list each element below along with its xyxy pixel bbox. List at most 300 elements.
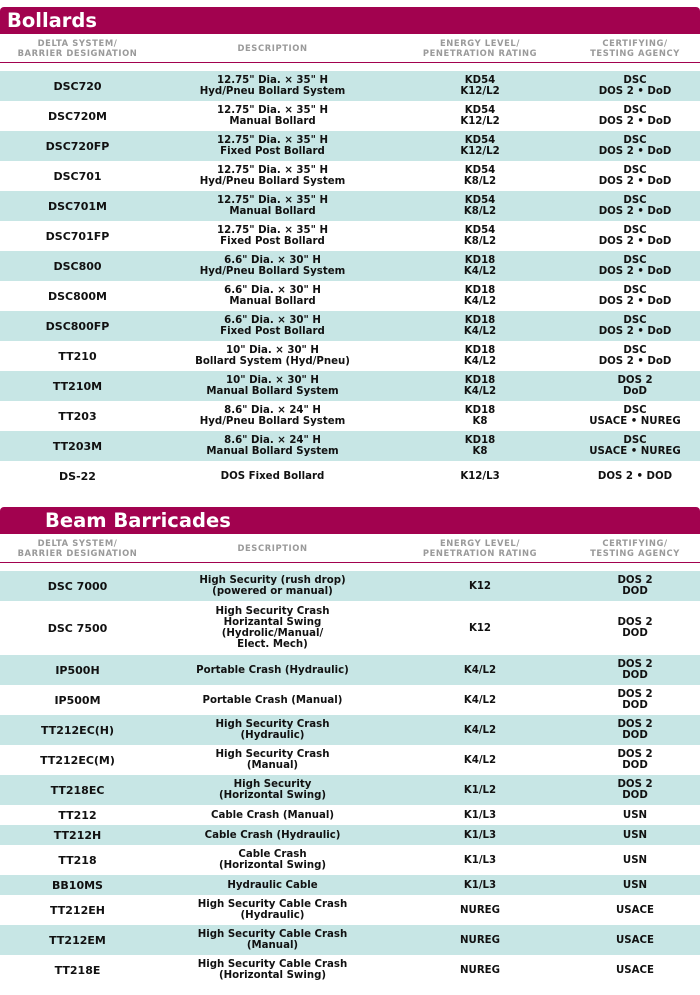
header-energy [390, 38, 570, 58]
energy-level-cell-line: K1/L3 [463, 854, 497, 866]
energy-level-cell-line: K4/L2 [463, 754, 497, 766]
description-cell [155, 315, 390, 337]
description-cell-line: Fixed Post Bollard [220, 236, 325, 247]
designation-cell: TT212EM [49, 933, 106, 947]
description-cell-line: Hydraulic Cable [227, 879, 318, 891]
energy-level-cell-line: K1/L3 [463, 829, 497, 841]
description-cell [155, 165, 390, 187]
table-row [0, 401, 700, 431]
table-row [0, 221, 700, 251]
description-cell-line: High Security Cable Crash [197, 899, 348, 910]
agency-cell [570, 935, 700, 946]
agency-cell-line: DSC [623, 345, 647, 356]
agency-cell-line: USN [622, 829, 648, 841]
header-agency-line1: CERTIFYING/ [602, 538, 668, 548]
header-agency [570, 38, 700, 58]
agency-cell-line: USACE [616, 934, 654, 946]
energy-level-cell-line: K4/L2 [463, 386, 497, 397]
header-designation-line2: BARRIER DESIGNATION [17, 48, 138, 58]
table-row [0, 281, 700, 311]
table-row [0, 341, 700, 371]
energy-level-cell-line: K8/L2 [463, 176, 497, 187]
description-cell [155, 695, 390, 706]
agency-cell [570, 471, 700, 482]
energy-level-cell [390, 695, 570, 706]
description-cell-line: Manual Bollard [229, 206, 316, 217]
agency-cell-line: DSC [623, 405, 647, 416]
agency-cell [570, 105, 700, 127]
agency-cell-line: DOS 2 [617, 779, 653, 790]
agency-cell-line: USACE • NUREG [589, 446, 681, 457]
header-designation-line1: DELTA SYSTEM/ [37, 38, 118, 48]
table-row [0, 131, 700, 161]
description-cell [155, 830, 390, 841]
agency-cell [570, 375, 700, 397]
description-cell [155, 345, 390, 367]
agency-cell-line: DOD [622, 790, 648, 801]
table-row [0, 805, 700, 825]
designation-cell: TT210 [58, 349, 97, 363]
energy-level-cell-line: K12/L2 [460, 146, 500, 157]
description-cell [155, 719, 390, 741]
description-cell [155, 255, 390, 277]
description-cell-line: Fixed Post Bollard [220, 146, 325, 157]
energy-level-cell-line: K12/L2 [460, 116, 500, 127]
table-row [0, 371, 700, 401]
description-cell-line: (Horizontal Swing) [218, 860, 327, 871]
table-row [0, 311, 700, 341]
description-cell [155, 471, 390, 482]
agency-cell-line: DSC [623, 315, 647, 326]
designation-cell: DSC800M [47, 289, 108, 303]
energy-level-cell [390, 405, 570, 427]
description-cell [155, 225, 390, 247]
description-cell [155, 75, 390, 97]
agency-cell-line: DSC [623, 435, 647, 446]
designation-cell: DSC800FP [45, 319, 110, 333]
agency-cell-line: DOS 2 [617, 375, 653, 386]
agency-cell-line: USACE [616, 964, 654, 976]
table-row [0, 845, 700, 875]
energy-level-cell [390, 810, 570, 821]
energy-level-cell [390, 345, 570, 367]
energy-level-cell-line: K1/L2 [463, 784, 497, 796]
agency-cell [570, 905, 700, 916]
energy-level-cell-line: KD54 [464, 105, 496, 116]
energy-level-cell-line: KD54 [464, 75, 496, 86]
energy-level-cell-line: K8/L2 [463, 206, 497, 217]
description-cell-line: High Security Crash [215, 719, 330, 730]
designation-cell: TT203 [58, 409, 97, 423]
agency-cell-line: DOS 2 • DoD [598, 146, 672, 157]
header-designation-line2: BARRIER DESIGNATION [17, 548, 138, 558]
agency-cell-line: DSC [623, 105, 647, 116]
description-cell-line: 8.6" Dia. × 24" H [224, 435, 321, 446]
description-cell-line: 6.6" Dia. × 30" H [224, 255, 321, 266]
description-cell-line: Hyd/Pneu Bollard System [199, 86, 346, 97]
description-cell-line: High Security Cable Crash [197, 929, 348, 940]
table-row [0, 571, 700, 601]
energy-level-cell [390, 905, 570, 916]
designation-cell: DSC720FP [45, 139, 110, 153]
agency-cell-line: DSC [623, 225, 647, 236]
agency-cell-line: DOD [622, 730, 648, 741]
agency-cell-line: DOS 2 [617, 617, 653, 628]
description-cell [155, 665, 390, 676]
agency-cell-line: DSC [623, 135, 647, 146]
spacer [0, 563, 700, 571]
energy-level-cell-line: KD54 [464, 165, 496, 176]
energy-level-cell-line: KD18 [464, 375, 496, 386]
agency-cell [570, 689, 700, 711]
energy-level-cell-line: KD18 [464, 405, 496, 416]
energy-level-cell-line: K4/L2 [463, 694, 497, 706]
description-cell-line: 10" Dia. × 30" H [226, 375, 319, 386]
energy-level-cell [390, 965, 570, 976]
beams-title: Beam Barricades [0, 507, 700, 534]
beams-table [0, 571, 700, 985]
energy-level-cell [390, 105, 570, 127]
energy-level-cell [390, 195, 570, 217]
table-row [0, 955, 700, 985]
energy-level-cell-line: K8 [472, 416, 488, 427]
energy-level-cell-line: K1/L3 [463, 809, 497, 821]
designation-cell: TT212 [58, 808, 97, 822]
energy-level-cell [390, 623, 570, 634]
designation-cell: IP500M [54, 693, 101, 707]
agency-cell [570, 779, 700, 801]
designation-cell: TT218EC [50, 783, 105, 797]
description-cell-line: Manual Bollard [229, 296, 316, 307]
agency-cell [570, 830, 700, 841]
designation-cell: TT218 [58, 853, 97, 867]
description-cell-line: DOS Fixed Bollard [220, 470, 325, 482]
designation-cell: TT212H [53, 828, 102, 842]
energy-level-cell [390, 880, 570, 891]
energy-level-cell-line: K4/L2 [463, 296, 497, 307]
description-cell-line: 6.6" Dia. × 30" H [224, 285, 321, 296]
description-cell [155, 606, 390, 650]
header-energy-line1: ENERGY LEVEL/ [439, 538, 521, 548]
agency-cell-line: USACE • NUREG [589, 416, 681, 427]
energy-level-cell [390, 855, 570, 866]
description-cell-line: Hyd/Pneu Bollard System [199, 176, 346, 187]
agency-cell [570, 345, 700, 367]
bollards-section [0, 7, 700, 491]
agency-cell-line: DoD [623, 386, 647, 397]
agency-cell [570, 617, 700, 639]
agency-cell-line: DOS 2 • DoD [598, 86, 672, 97]
description-cell-line: 8.6" Dia. × 24" H [224, 405, 321, 416]
energy-level-cell [390, 165, 570, 187]
table-row [0, 775, 700, 805]
agency-cell [570, 75, 700, 97]
description-cell [155, 285, 390, 307]
designation-cell: BB10MS [52, 878, 103, 892]
agency-cell-line: USN [622, 809, 648, 821]
agency-cell-line: DSC [623, 285, 647, 296]
agency-cell-line: DOS 2 • DoD [598, 266, 672, 277]
energy-level-cell-line: KD54 [464, 195, 496, 206]
energy-level-cell [390, 375, 570, 397]
energy-level-cell [390, 755, 570, 766]
beams-column-headers [0, 534, 700, 563]
agency-cell-line: USN [622, 854, 648, 866]
agency-cell-line: DSC [623, 75, 647, 86]
agency-cell [570, 810, 700, 821]
agency-cell-line: DOD [622, 760, 648, 771]
agency-cell-line: DOS 2 • DoD [598, 176, 672, 187]
energy-level-cell-line: NUREG [460, 934, 500, 946]
description-cell [155, 779, 390, 801]
description-cell-line: Manual Bollard [229, 116, 316, 127]
description-cell-line: High Security (rush drop) [199, 575, 346, 586]
agency-cell-line: DOS 2 • DoD [598, 356, 672, 367]
description-cell-line: Manual Bollard System [206, 386, 339, 397]
energy-level-cell [390, 581, 570, 592]
description-cell-line: High Security Crash [215, 606, 330, 617]
designation-cell: DSC701FP [45, 229, 110, 243]
designation-cell: TT212EH [50, 903, 105, 917]
agency-cell-line: DOS 2 • DOD [597, 470, 673, 482]
agency-cell [570, 855, 700, 866]
description-cell-line: Portable Crash (Hydraulic) [196, 664, 349, 676]
description-cell [155, 929, 390, 951]
agency-cell [570, 965, 700, 976]
description-cell-line: (Manual) [246, 940, 299, 951]
designation-cell: DSC800 [53, 259, 102, 273]
energy-level-cell-line: K12/L2 [460, 86, 500, 97]
description-cell-line: (Hydrolic/Manual/ [221, 628, 324, 639]
designation-cell: DSC 7500 [47, 621, 108, 635]
description-cell-line: Hyd/Pneu Bollard System [199, 266, 346, 277]
description-cell-line: High Security [233, 779, 312, 790]
description-cell-line: Elect. Mech) [237, 639, 308, 650]
energy-level-cell [390, 830, 570, 841]
agency-cell-line: USACE [616, 904, 654, 916]
designation-cell: DSC720M [47, 109, 108, 123]
energy-level-cell [390, 315, 570, 337]
table-row [0, 251, 700, 281]
energy-level-cell [390, 471, 570, 482]
table-row [0, 895, 700, 925]
energy-level-cell [390, 285, 570, 307]
energy-level-cell-line: K12/L3 [460, 470, 500, 482]
description-cell-line: Cable Crash (Hydraulic) [204, 829, 341, 841]
agency-cell-line: DOS 2 [617, 749, 653, 760]
description-cell [155, 405, 390, 427]
table-row [0, 875, 700, 895]
table-row [0, 745, 700, 775]
agency-cell-line: DSC [623, 255, 647, 266]
table-row [0, 715, 700, 745]
energy-level-cell-line: K4/L2 [463, 664, 497, 676]
description-cell-line: (Horizontal Swing) [218, 790, 327, 801]
energy-level-cell-line: KD18 [464, 315, 496, 326]
designation-cell: TT210M [52, 379, 103, 393]
energy-level-cell-line: K8/L2 [463, 236, 497, 247]
designation-cell: DSC701 [53, 169, 102, 183]
header-designation [0, 538, 155, 558]
agency-cell-line: DOS 2 [617, 719, 653, 730]
agency-cell [570, 405, 700, 427]
agency-cell [570, 195, 700, 217]
agency-cell [570, 165, 700, 187]
table-row [0, 685, 700, 715]
energy-level-cell-line: K1/L3 [463, 879, 497, 891]
energy-level-cell-line: K4/L2 [463, 724, 497, 736]
energy-level-cell-line: KD18 [464, 435, 496, 446]
energy-level-cell [390, 225, 570, 247]
header-description: DESCRIPTION [237, 543, 308, 553]
description-cell [155, 880, 390, 891]
designation-cell: DS-22 [59, 469, 96, 483]
agency-cell [570, 315, 700, 337]
description-cell-line: (Hydraulic) [240, 910, 305, 921]
energy-level-cell-line: K8 [472, 446, 488, 457]
description-cell [155, 899, 390, 921]
description-cell-line: Cable Crash (Manual) [210, 809, 335, 821]
agency-cell-line: DOD [622, 700, 648, 711]
energy-level-cell-line: KD54 [464, 225, 496, 236]
agency-cell-line: DOS 2 [617, 659, 653, 670]
energy-level-cell-line: NUREG [460, 964, 500, 976]
description-cell-line: (powered or manual) [212, 586, 333, 597]
description-cell [155, 195, 390, 217]
energy-level-cell [390, 75, 570, 97]
energy-level-cell [390, 665, 570, 676]
description-cell-line: 10" Dia. × 30" H [226, 345, 319, 356]
description-cell-line: Hyd/Pneu Bollard System [199, 416, 346, 427]
description-cell-line: 12.75" Dia. × 35" H [217, 225, 328, 236]
description-cell-line: Fixed Post Bollard [220, 326, 325, 337]
designation-cell: TT203M [52, 439, 103, 453]
designation-cell: TT218E [54, 963, 101, 977]
agency-cell [570, 255, 700, 277]
description-cell-line: Cable Crash [238, 849, 307, 860]
designation-cell: TT212EC(H) [40, 723, 115, 737]
description-cell-line: Manual Bollard System [206, 446, 339, 457]
description-cell [155, 749, 390, 771]
description-cell-line: Portable Crash (Manual) [202, 694, 343, 706]
description-cell [155, 105, 390, 127]
table-row [0, 461, 700, 491]
designation-cell: DSC 7000 [47, 579, 108, 593]
agency-cell-line: DOD [622, 586, 648, 597]
energy-level-cell-line: K4/L2 [463, 266, 497, 277]
header-agency-line2: TESTING AGENCY [590, 48, 680, 58]
beams-section [0, 507, 700, 985]
description-cell-line: High Security Cable Crash [197, 959, 348, 970]
table-row [0, 101, 700, 131]
agency-cell [570, 880, 700, 891]
description-cell-line: (Manual) [246, 760, 299, 771]
table-row [0, 825, 700, 845]
header-designation-line1: DELTA SYSTEM/ [37, 538, 118, 548]
header-energy-line2: PENETRATION RATING [422, 548, 538, 558]
designation-cell: TT212EC(M) [40, 753, 115, 767]
energy-level-cell-line: NUREG [460, 904, 500, 916]
energy-level-cell [390, 935, 570, 946]
description-cell [155, 375, 390, 397]
header-agency-line2: TESTING AGENCY [590, 548, 680, 558]
agency-cell-line: DOS 2 • DoD [598, 236, 672, 247]
agency-cell-line: DOS 2 • DoD [598, 296, 672, 307]
energy-level-cell [390, 725, 570, 736]
bollards-column-headers [0, 34, 700, 63]
agency-cell [570, 575, 700, 597]
description-cell [155, 959, 390, 981]
description-cell-line: 12.75" Dia. × 35" H [217, 195, 328, 206]
description-cell [155, 435, 390, 457]
bollards-table [0, 71, 700, 491]
header-energy [390, 538, 570, 558]
description-cell [155, 810, 390, 821]
table-row [0, 431, 700, 461]
table-row [0, 925, 700, 955]
energy-level-cell-line: K12 [468, 580, 492, 592]
bollards-title: Bollards [0, 7, 700, 34]
agency-cell-line: USN [622, 879, 648, 891]
header-energy-line2: PENETRATION RATING [422, 48, 538, 58]
table-row [0, 601, 700, 655]
table-row [0, 191, 700, 221]
description-cell-line: (Hydraulic) [240, 730, 305, 741]
description-cell [155, 849, 390, 871]
agency-cell-line: DOS 2 • DoD [598, 116, 672, 127]
agency-cell-line: DOS 2 [617, 689, 653, 700]
agency-cell-line: DOD [622, 628, 648, 639]
description-cell-line: High Security Crash [215, 749, 330, 760]
agency-cell [570, 435, 700, 457]
header-agency [570, 538, 700, 558]
agency-cell [570, 225, 700, 247]
designation-cell: DSC720 [53, 79, 102, 93]
agency-cell-line: DOS 2 [617, 575, 653, 586]
designation-cell: DSC701M [47, 199, 108, 213]
header-energy-line1: ENERGY LEVEL/ [439, 38, 521, 48]
header-agency-line1: CERTIFYING/ [602, 38, 668, 48]
description-cell-line: (Horizontal Swing) [218, 970, 327, 981]
energy-level-cell [390, 255, 570, 277]
energy-level-cell [390, 435, 570, 457]
table-row [0, 161, 700, 191]
agency-cell-line: DOD [622, 670, 648, 681]
description-cell-line: Bollard System (Hyd/Pneu) [195, 356, 350, 367]
energy-level-cell-line: K4/L2 [463, 326, 497, 337]
header-description: DESCRIPTION [237, 43, 308, 53]
designation-cell: IP500H [55, 663, 100, 677]
energy-level-cell-line: KD18 [464, 345, 496, 356]
agency-cell [570, 659, 700, 681]
description-cell [155, 575, 390, 597]
table-row [0, 655, 700, 685]
agency-cell [570, 285, 700, 307]
header-designation [0, 38, 155, 58]
energy-level-cell-line: KD54 [464, 135, 496, 146]
description-cell [155, 135, 390, 157]
agency-cell-line: DOS 2 • DoD [598, 326, 672, 337]
table-row [0, 71, 700, 101]
agency-cell-line: DOS 2 • DoD [598, 206, 672, 217]
description-cell-line: 12.75" Dia. × 35" H [217, 135, 328, 146]
energy-level-cell [390, 785, 570, 796]
agency-cell-line: DSC [623, 195, 647, 206]
energy-level-cell-line: K4/L2 [463, 356, 497, 367]
agency-cell-line: DSC [623, 165, 647, 176]
energy-level-cell-line: K12 [468, 622, 492, 634]
energy-level-cell-line: KD18 [464, 285, 496, 296]
